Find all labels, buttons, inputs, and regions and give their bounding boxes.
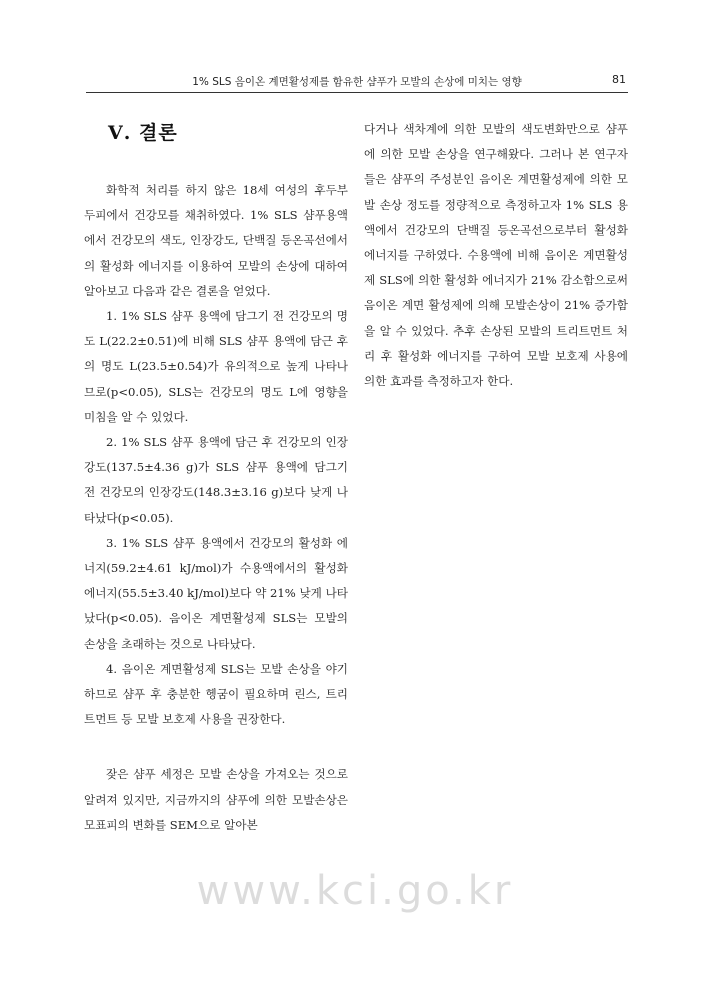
intro-paragraph: 화학적 처리를 하지 않은 18세 여성의 후두부 두피에서 건강모를 채취하였다. 1% SLS 샴푸용액에서 건강모의 색도, 인장강도, 단백질 등온곡선에서의 활성화 에너지를 이용하여 모발의 손상에 대하여 알아보고 다음과 같은 결론을 얻었다. [84, 183, 348, 298]
conclusion-item-4: 4. 음이온 계면활성제 SLS는 모발 손상을 야기하므로 샴푸 후 충분한 헹굼이 필요하며 린스, 트리트먼트 등 모발 보호제 사용을 권장한다. [84, 661, 348, 727]
closing-paragraph: 잦은 샴푸 세정은 모발 손상을 가져오는 것으로 알려져 있지만, 지금까지의 샴푸에 의한 모발손상은 모표피의 변화를 SEM으로 알아본 [84, 767, 348, 832]
conclusion-item-3: 3. 1% SLS 샴푸 용액에서 건강모의 활성화 에너지(59.2±4.61 kJ/mol)가 수용액에서의 활성화 에너지(55.5±3.40 kJ/mol)보다 약 21% 낮게 나타났다(p<0.05). 음이온 계면활성제 SLS는 모발의 손상을 초래하는 것으로 나타났다. [84, 535, 348, 651]
right-paragraph: 다거나 색차계에 의한 모발의 색도변화만으로 샴푸에 의한 모발 손상을 연구해왔다. 그러나 본 연구자들은 샴푸의 주성분인 음이온 계면활성제에 의한 모발 손상 정도를 정량적으로 측정하고자 1% SLS 용액에서 건강모의 단백질 등온곡선으로부터 활성화 에너지를 구하였다. 수용액에 비해 음이온 계면활성제 SLS에 의한 활성화 에너지가 21% 감소함으로써 음이온 계면 활성제에 의해 모발손상이 21% 증가함을 알 수 있었다. 추후 손상된 모발의 트리트먼트 처리 후 활성화 에너지를 구하여 모발 보호제 사용에 의한 효과를 측정하고자 한다. [364, 122, 628, 389]
left-column [84, 178, 348, 838]
running-header [86, 70, 628, 93]
conclusion-item-1: 1. 1% SLS 샴푸 용액에 담그기 전 건강모의 명도 L(22.2±0.51)에 비해 SLS 샴푸 용액에 담근 후의 명도 L(23.5±0.54)가 유의적으로 높게 나타나므로(p<0.05), SLS는 건강모의 명도 L에 영향을 미침을 알 수 있었다. [84, 309, 348, 424]
conclusion-item-2: 2. 1% SLS 샴푸 용액에 담근 후 건강모의 인장강도(137.5±4.36 g)가 SLS 샴푸 용액에 담그기 전 건강모의 인장강도(148.3±3.16 g)보다 낮게 나타났다(p<0.05). [84, 435, 348, 525]
page-number: 81 [612, 73, 626, 86]
watermark: www.kci.go.kr [196, 868, 514, 914]
right-column [364, 117, 628, 394]
running-title: 1% SLS 음이온 계면활성제를 함유한 샴푸가 모발의 손상에 미치는 영향 [192, 76, 522, 88]
section-heading: Ⅴ. 결론 [108, 122, 178, 144]
